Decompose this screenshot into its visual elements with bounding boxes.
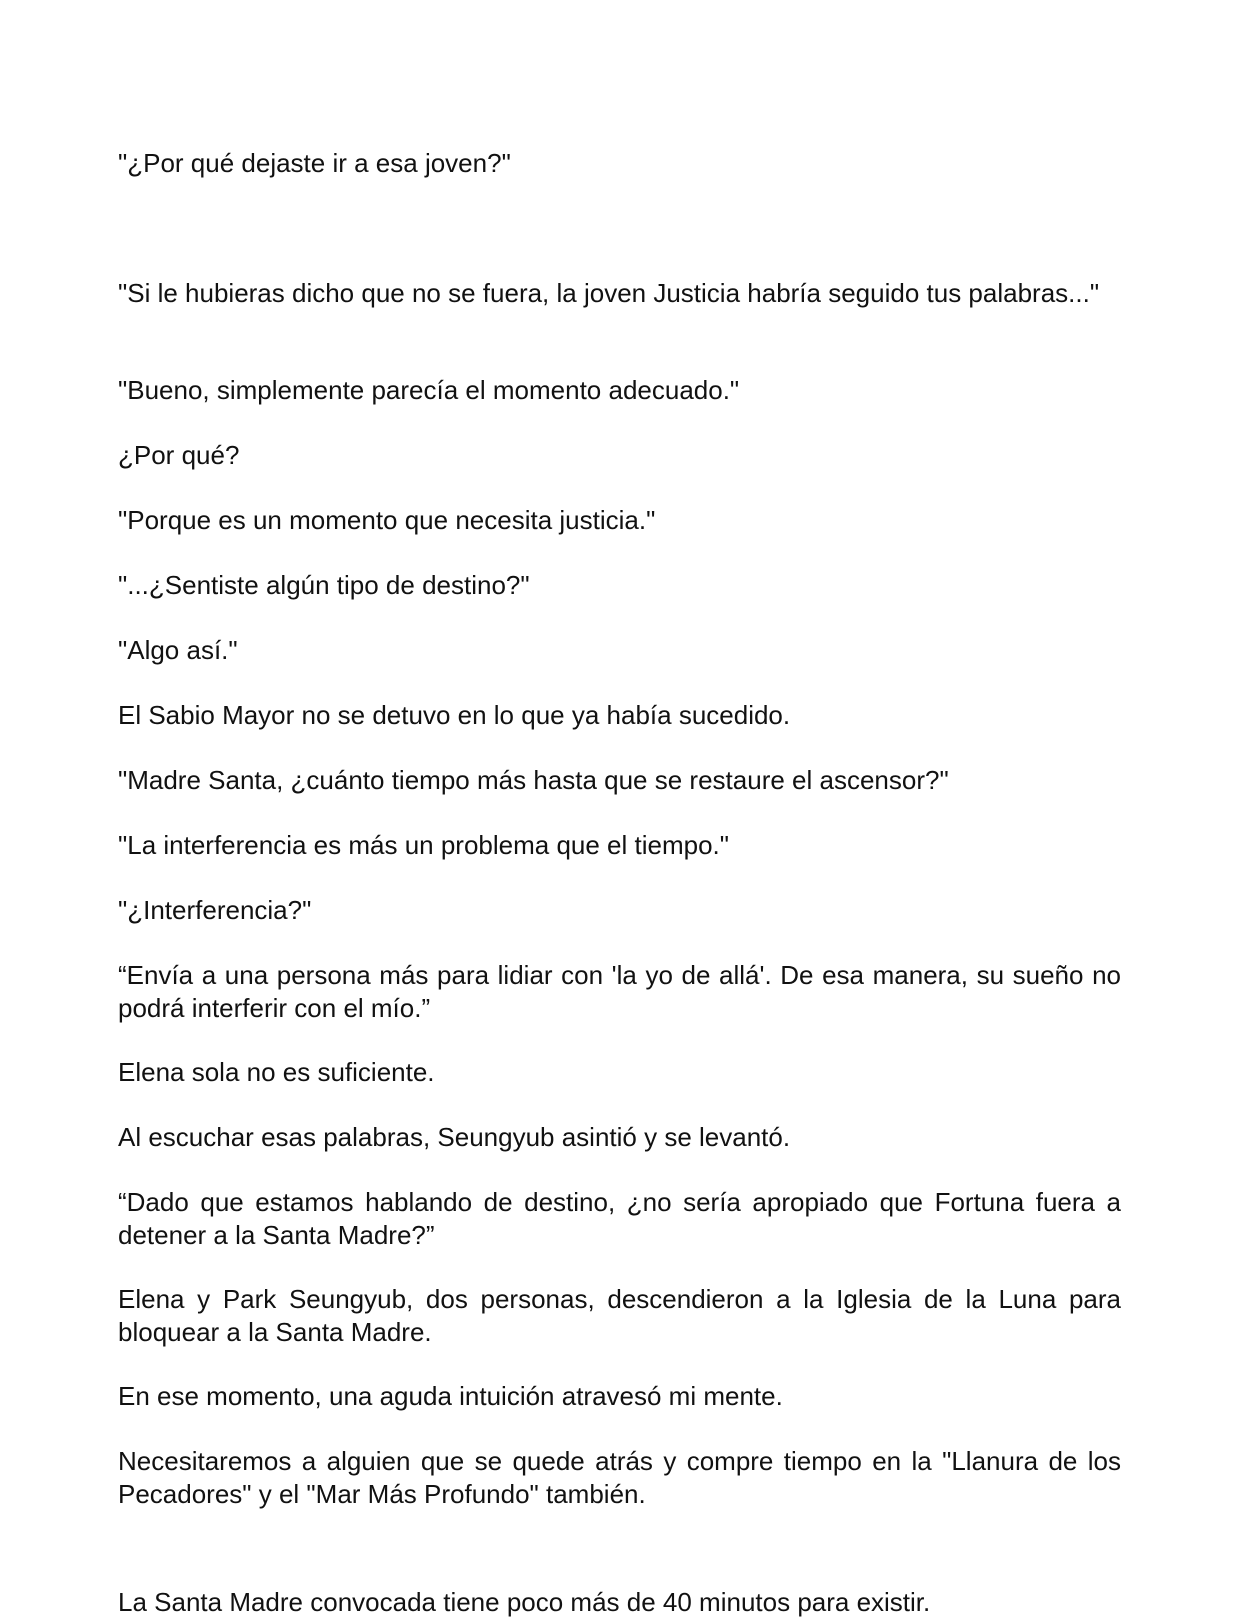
paragraph: "Si le hubieras dicho que no se fuera, la joven Justicia habría seguido tus palabras...": [118, 278, 1100, 308]
paragraph: Elena y Park Seungyub, dos personas, descendieron a la Iglesia de la Luna para bloquear a la Santa Madre.: [118, 1284, 1121, 1347]
paragraph: La Santa Madre convocada tiene poco más de 40 minutos para existir.: [118, 1587, 931, 1617]
paragraph: En ese momento, una aguda intuición atravesó mi mente.: [118, 1381, 783, 1411]
paragraph: "¿Por qué dejaste ir a esa joven?": [118, 148, 511, 178]
paragraph: Elena sola no es suficiente.: [118, 1057, 435, 1087]
paragraph: "Algo así.": [118, 635, 238, 665]
paragraph: El Sabio Mayor no se detuvo en lo que ya había sucedido.: [118, 700, 791, 730]
paragraph: “Dado que estamos hablando de destino, ¿no sería apropiado que Fortuna fuera a detener a la Santa Madre?”: [118, 1187, 1121, 1250]
paragraph: "Porque es un momento que necesita justicia.": [118, 505, 656, 535]
paragraph: "¿Interferencia?": [118, 895, 312, 925]
paragraph: "La interferencia es más un problema que el tiempo.": [118, 830, 730, 860]
paragraph: "Madre Santa, ¿cuánto tiempo más hasta que se restaure el ascensor?": [118, 765, 949, 795]
paragraph: ¿Por qué?: [118, 440, 240, 470]
paragraph: "Bueno, simplemente parecía el momento adecuado.": [118, 375, 740, 405]
paragraph: “Envía a una persona más para lidiar con 'la yo de allá'. De esa manera, su sueño no podrá interferir con el mío.”: [118, 960, 1121, 1023]
paragraph: Al escuchar esas palabras, Seungyub asintió y se levantó.: [118, 1122, 791, 1152]
paragraph: "...¿Sentiste algún tipo de destino?": [118, 570, 530, 600]
paragraph: Necesitaremos a alguien que se quede atrás y compre tiempo en la "Llanura de los Pecadores" y el "Mar Más Profundo" también.: [118, 1446, 1121, 1509]
